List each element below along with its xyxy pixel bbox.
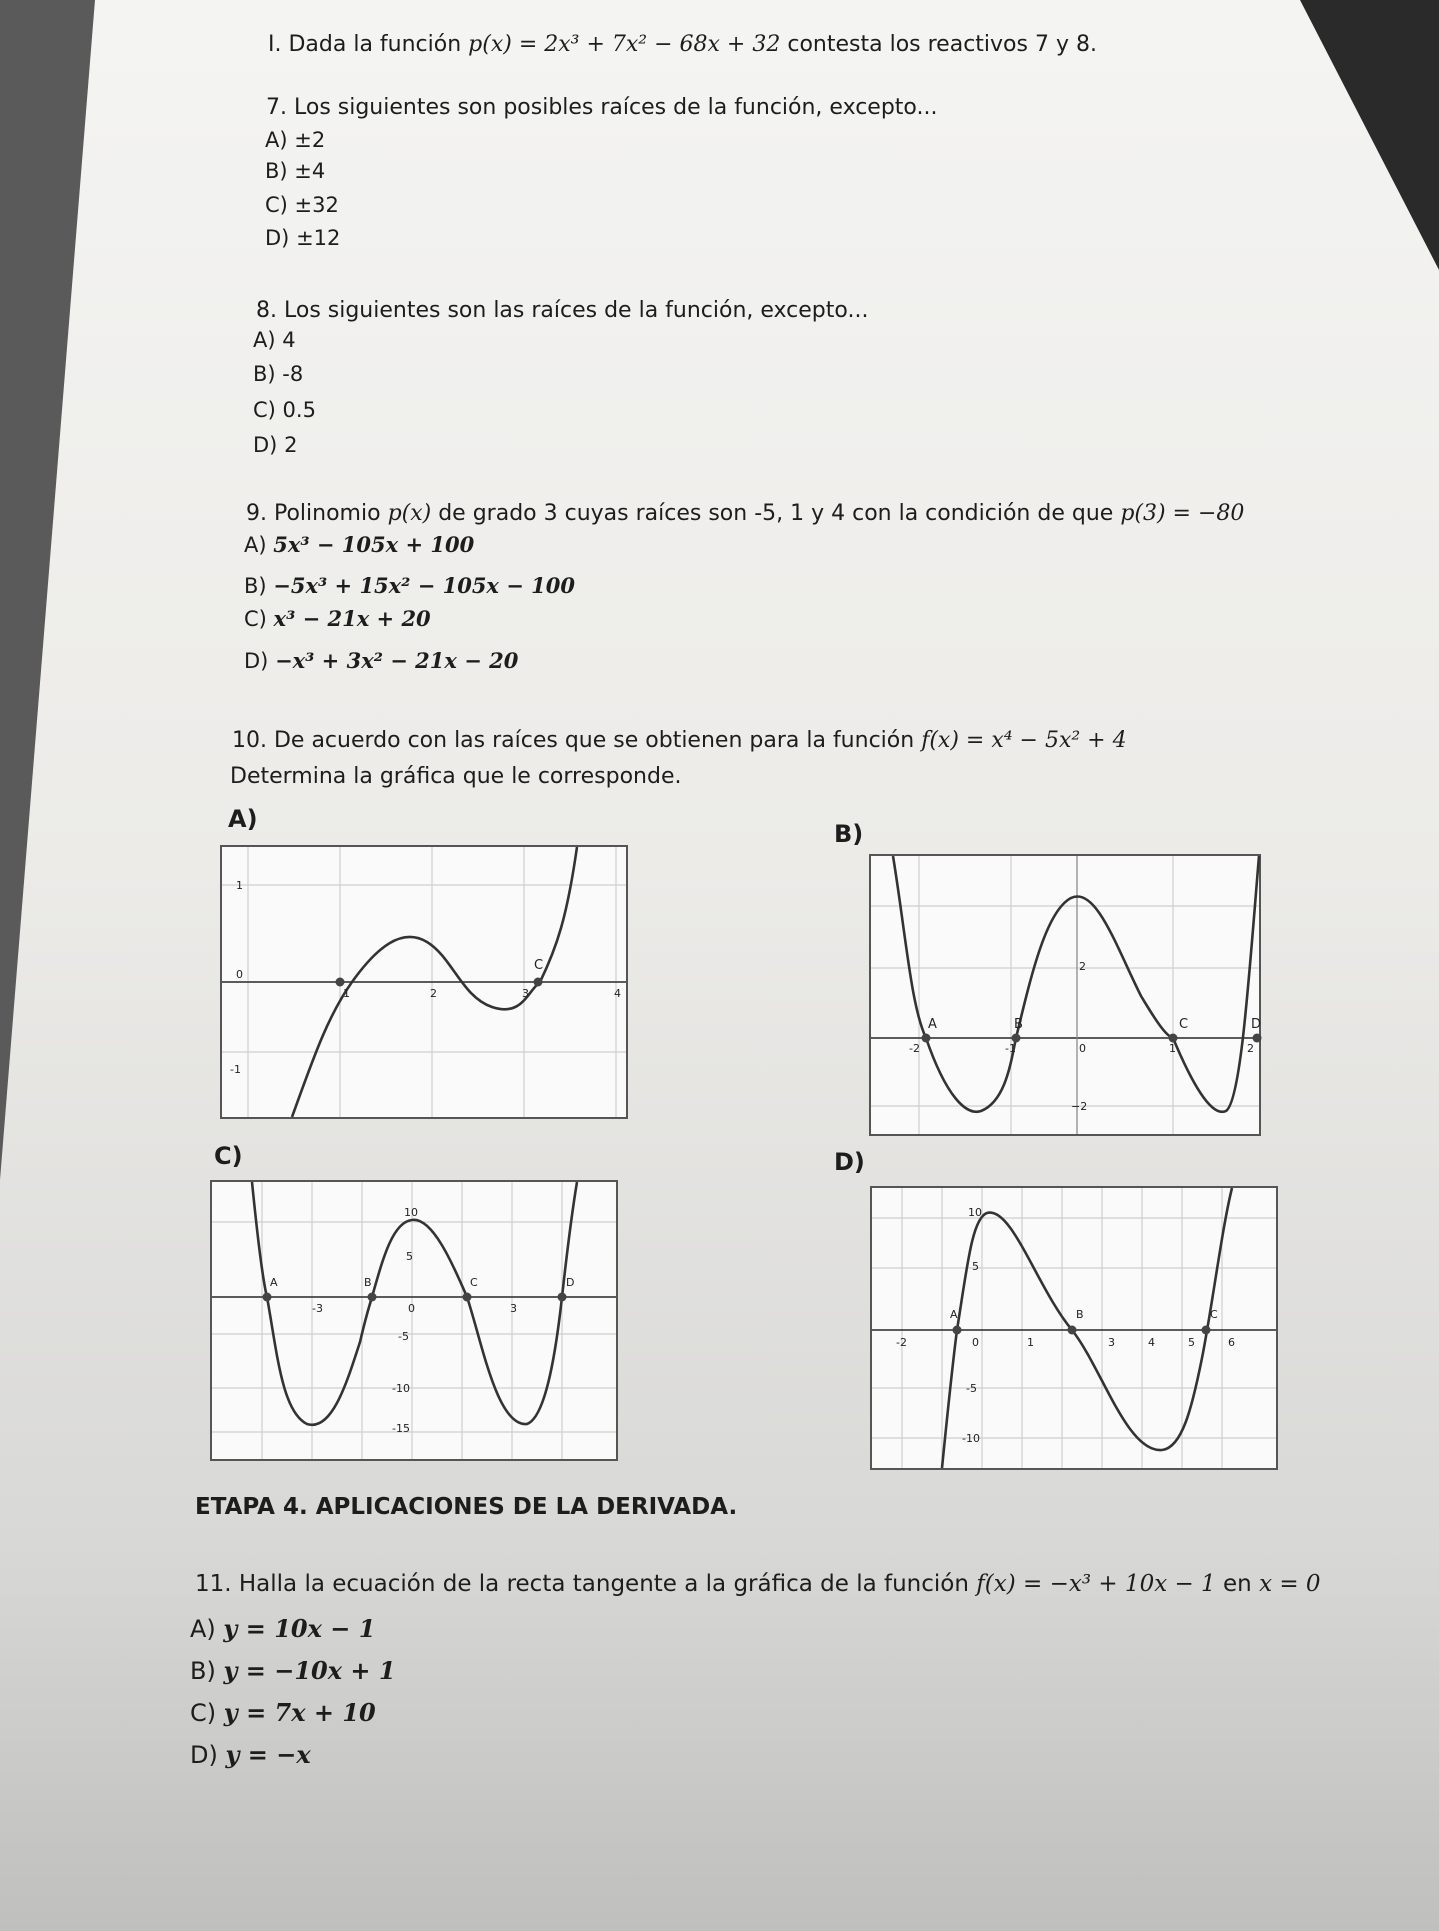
graph-c-point-d (558, 1293, 567, 1302)
graph-b-point-label-c: C (1179, 1017, 1189, 1032)
intro-tail: contesta los reactivos 7 y 8. (787, 32, 1097, 57)
graph-d-tick-ym5: -5 (966, 1382, 977, 1395)
graph-a-tick-x3: 3 (522, 987, 529, 1000)
graph-a-tick-ym1: -1 (230, 1063, 241, 1076)
graph-d-tick-y10: 10 (968, 1206, 982, 1219)
graph-d-tick-x1: 1 (1027, 1336, 1034, 1349)
graph-d-tick-ym10: -10 (962, 1432, 980, 1445)
graph-c-point-a (263, 1293, 272, 1302)
graph-b-tick-xm1: -1 (1005, 1042, 1016, 1055)
q11-option-a: A) y = 10x − 1 (190, 1614, 376, 1643)
graph-b-point-label-b: B (1014, 1017, 1023, 1032)
graph-d-tick-x6: 6 (1228, 1336, 1235, 1349)
q9-option-d: D) −x³ + 3x² − 21x − 20 (244, 648, 519, 673)
graph-d-label: D) (834, 1148, 865, 1176)
q11-option-b: B) y = −10x + 1 (190, 1656, 396, 1685)
q11-option-c: C) y = 7x + 10 (190, 1698, 376, 1727)
graph-a-label: A) (228, 805, 258, 833)
graph-a-tick-x1: 1 (343, 987, 350, 1000)
graph-a-tick-y0: 0 (236, 968, 243, 981)
graph-a-point-root-1 (336, 978, 345, 987)
graph-b (869, 854, 1261, 1136)
q10-instruction: Determina la gráfica que le corresponde. (230, 764, 682, 789)
graph-a-point-label-c: C (534, 958, 544, 973)
graph-b-tick-x2: 2 (1247, 1042, 1254, 1055)
graph-d-tick-x5: 5 (1188, 1336, 1195, 1349)
graph-d-point-label-b: B (1076, 1308, 1084, 1321)
graph-c-tick-x3: 3 (510, 1302, 517, 1315)
graph-c-tick-ym10: -10 (392, 1382, 410, 1395)
q9-option-a: A) 5x³ − 105x + 100 (244, 532, 475, 557)
graph-c-point-label-c: C (470, 1276, 478, 1289)
graph-d-tick-y5: 5 (972, 1260, 979, 1273)
graph-d-point-label-a: A (950, 1308, 958, 1321)
graph-d-tick-y0: 0 (972, 1336, 979, 1349)
graph-d-curve (942, 1188, 1232, 1468)
q7-option-a: A) ±2 (265, 128, 326, 152)
graph-b-point-label-d: D (1250, 1017, 1261, 1032)
graph-d-point-a (953, 1326, 962, 1335)
q10-question: 10. De acuerdo con las raíces que se obtienen para la función f(x) = x⁴ − 5x² + 4 (232, 728, 1127, 753)
intro-line (268, 34, 1097, 56)
q8-option-b: B) -8 (253, 362, 304, 386)
graph-d-tick-xm2: -2 (896, 1336, 907, 1349)
q7-question: 7. Los siguientes son posibles raíces de la función, excepto... (266, 95, 938, 120)
graph-b-tick-y0: 0 (1079, 1042, 1086, 1055)
graph-a-tick-y1: 1 (236, 879, 243, 892)
graph-b-tick-xm2: -2 (909, 1042, 920, 1055)
graph-a-point-c (534, 978, 543, 987)
q8-option-a: A) 4 (253, 328, 296, 352)
graph-d-point-label-c: C (1210, 1308, 1218, 1321)
graph-b-tick-y2: 2 (1079, 960, 1086, 973)
graph-b-tick-x1: 1 (1169, 1042, 1176, 1055)
graph-d-tick-x3: 3 (1108, 1336, 1115, 1349)
graph-c-tick-ym15: -15 (392, 1422, 410, 1435)
graph-b-point-a (922, 1034, 931, 1043)
graph-d-point-c (1202, 1326, 1211, 1335)
graph-b-label: B) (834, 820, 864, 848)
etapa-heading: ETAPA 4. APLICACIONES DE LA DERIVADA. (195, 1494, 738, 1520)
q11-question: 11. Halla la ecuación de la recta tangente a la gráfica de la función f(x) = −x³ + 10x − 1 en x = 0 (195, 1571, 1321, 1597)
graph-c-label: C) (214, 1142, 243, 1170)
q9-option-b: B) −5x³ + 15x² − 105x − 100 (244, 573, 576, 598)
graph-d-point-b (1068, 1326, 1077, 1335)
graph-c-tick-x0: 0 (408, 1302, 415, 1315)
graph-d-tick-x4: 4 (1148, 1336, 1155, 1349)
q7-option-b: B) ±4 (265, 159, 326, 183)
graph-b-point-label-a: A (928, 1017, 937, 1032)
graph-c-tick-ym5: -5 (398, 1330, 409, 1343)
graph-c-point-label-d: D (566, 1276, 575, 1289)
graph-c-point-label-a: A (270, 1276, 278, 1289)
graph-c-point-b (368, 1293, 377, 1302)
q8-option-c: C) 0.5 (253, 398, 316, 422)
graph-c-point-label-b: B (364, 1276, 372, 1289)
graph-b-tick-ym2: −2 (1071, 1100, 1088, 1113)
q7-option-c: C) ±32 (265, 193, 339, 217)
graph-c-tick-y10: 10 (404, 1206, 418, 1219)
graph-c-tick-y5: 5 (406, 1250, 413, 1263)
graph-a-tick-x4: 4 (614, 987, 621, 1000)
graph-b-curve (893, 856, 1259, 1112)
q9-option-c: C) x³ − 21x + 20 (244, 606, 431, 631)
graph-c-grid (212, 1182, 616, 1459)
q8-option-d: D) 2 (253, 433, 298, 457)
q7-option-d: D) ±12 (265, 226, 341, 250)
q9-question: 9. Polinomio p(x) de grado 3 cuyas raíces son -5, 1 y 4 con la condición de que p(3) = −80 (246, 501, 1245, 526)
intro-text: I. Dada la función (268, 32, 462, 57)
graph-c-point-c (463, 1293, 472, 1302)
graph-c (210, 1180, 618, 1461)
graph-c-tick-xm3: -3 (312, 1302, 323, 1315)
graph-d (870, 1186, 1278, 1470)
intro-function: p(x) = 2x³ + 7x² − 68x + 32 (468, 32, 781, 57)
q8-question: 8. Los siguientes son las raíces de la función, excepto... (256, 298, 869, 323)
graph-a-tick-x2: 2 (430, 987, 437, 1000)
graph-a (220, 845, 628, 1119)
q11-option-d: D) y = −x (190, 1740, 311, 1769)
